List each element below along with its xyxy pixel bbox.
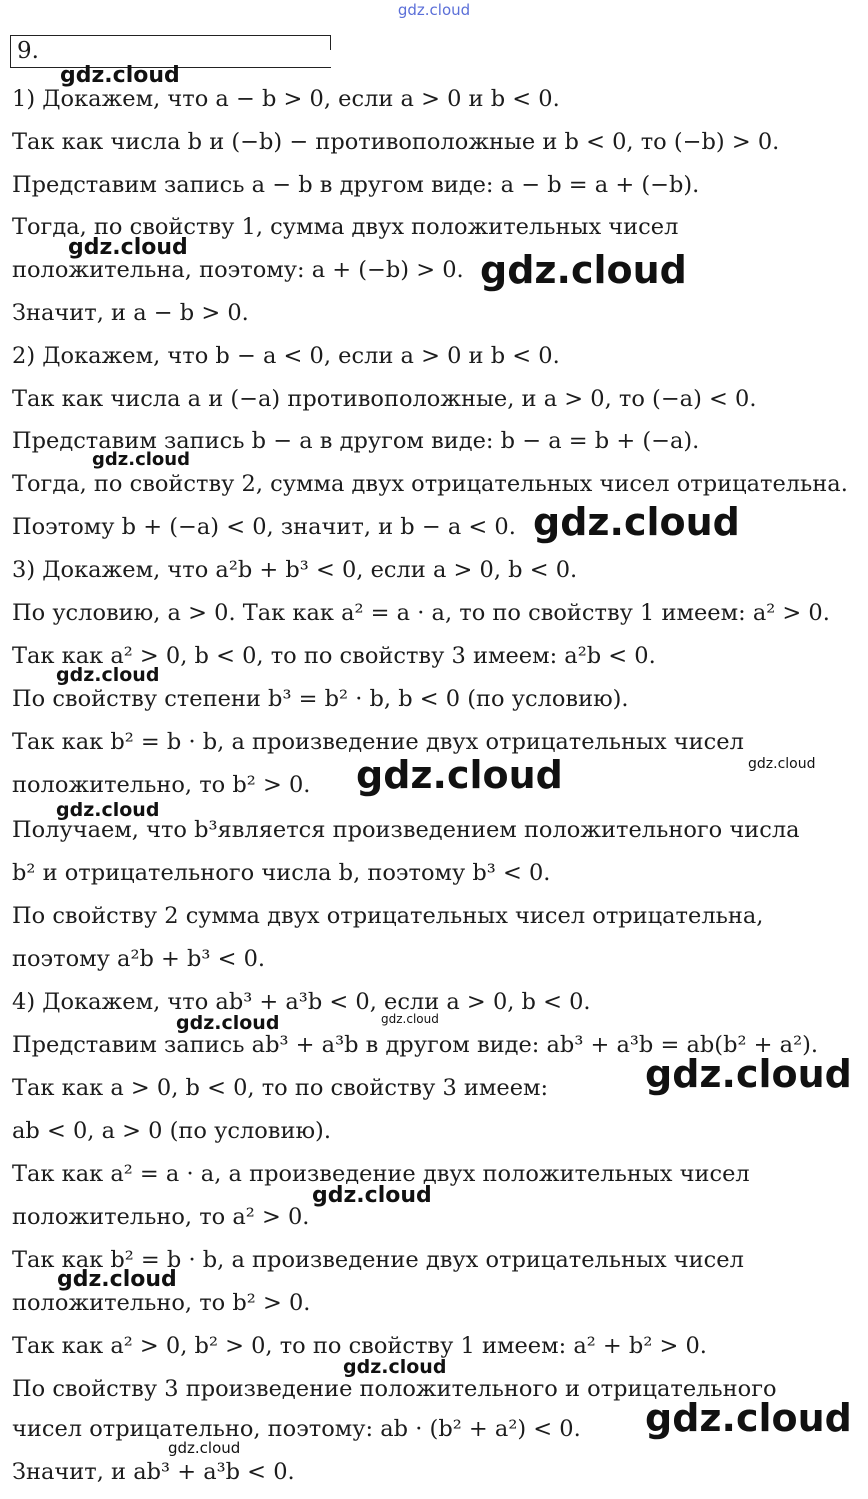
watermark: gdz.cloud <box>343 1356 447 1378</box>
text-line: 2) Докажем, что b − a < 0, если a > 0 и b < 0. <box>12 343 560 369</box>
text-line: По условию, a > 0. Так как a² = a · a, то по свойству 1 имеем: a² > 0. <box>12 600 830 626</box>
watermark: gdz.cloud <box>68 235 188 260</box>
text-line: поэтому a²b + b³ < 0. <box>12 946 266 972</box>
text-line: Так как a² > 0, b < 0, то по свойству 3 имеем: a²b < 0. <box>12 643 656 669</box>
text-line: 3) Докажем, что a²b + b³ < 0, если a > 0, b < 0. <box>12 557 578 583</box>
watermark: gdz.cloud <box>645 1396 852 1440</box>
text-line: Так как b² = b · b, а произведение двух отрицательных чисел <box>12 1247 744 1273</box>
text-line: 1) Докажем, что a − b > 0, если a > 0 и b < 0. <box>12 86 560 112</box>
text-line: Представим запись b − a в другом виде: b − a = b + (−a). <box>12 428 700 454</box>
watermark: gdz.cloud <box>60 63 180 88</box>
text-line: Значит, и a − b > 0. <box>12 300 249 326</box>
text-line: Так как числа a и (−a) противоположные, и a > 0, то (−a) < 0. <box>12 386 757 412</box>
watermark: gdz.cloud <box>176 1012 280 1034</box>
text-line: положительно, то a² > 0. <box>12 1204 310 1230</box>
text-line: Представим запись a − b в другом виде: a − b = a + (−b). <box>12 172 700 198</box>
text-line: Значит, и ab³ + a³b < 0. <box>12 1459 295 1485</box>
text-line: ab < 0, a > 0 (по условию). <box>12 1118 331 1144</box>
text-line: По свойству степени b³ = b² · b, b < 0 (по условию). <box>12 686 629 712</box>
text-line: положительно, то b² > 0. <box>12 1290 311 1316</box>
text-line: чисел отрицательно, поэтому: ab · (b² + a²) < 0. <box>12 1416 581 1442</box>
text-line: положительна, поэтому: a + (−b) > 0. <box>12 257 464 283</box>
text-line: 4) Докажем, что ab³ + a³b < 0, если a > 0, b < 0. <box>12 989 591 1015</box>
text-line: По свойству 3 произведение положительного и отрицательного <box>12 1376 777 1402</box>
text-line: положительно, то b² > 0. <box>12 772 311 798</box>
text-line: Так как a² > 0, b² > 0, то по свойству 1 имеем: a² + b² > 0. <box>12 1333 707 1359</box>
watermark: gdz.cloud <box>57 1267 177 1292</box>
text-line: Получаем, что b³является произведением положительного числа <box>12 817 800 843</box>
watermark: gdz.cloud <box>748 756 816 772</box>
text-line: Тогда, по свойству 2, сумма двух отрицательных чисел отрицательна. <box>12 471 848 497</box>
site-watermark-top: gdz.cloud <box>397 1 471 19</box>
watermark: gdz.cloud <box>312 1183 432 1208</box>
text-line: Так как a² = a · a, а произведение двух положительных чисел <box>12 1161 750 1187</box>
watermark: gdz.cloud <box>92 449 190 470</box>
text-line: Так как числа b и (−b) − противоположные и b < 0, то (−b) > 0. <box>12 129 780 155</box>
task-number: 9. <box>17 38 39 64</box>
text-line: Поэтому b + (−a) < 0, значит, и b − a < 0. <box>12 514 516 540</box>
watermark: gdz.cloud <box>168 1439 241 1457</box>
text-line: Так как a > 0, b < 0, то по свойству 3 имеем: <box>12 1075 549 1101</box>
text-line: b² и отрицательного числа b, поэтому b³ < 0. <box>12 860 551 886</box>
watermark: gdz.cloud <box>356 753 563 797</box>
text-line: Тогда, по свойству 1, сумма двух положительных чисел <box>12 214 679 240</box>
watermark: gdz.cloud <box>56 664 160 686</box>
watermark: gdz.cloud <box>480 248 687 292</box>
watermark: gdz.cloud <box>533 500 740 544</box>
watermark: gdz.cloud <box>381 1012 439 1026</box>
watermark: gdz.cloud <box>56 799 160 821</box>
text-line: Так как b² = b · b, а произведение двух отрицательных чисел <box>12 729 744 755</box>
text-line: По свойству 2 сумма двух отрицательных чисел отрицательна, <box>12 903 764 929</box>
text-line: Представим запись ab³ + a³b в другом виде: ab³ + a³b = ab(b² + a²). <box>12 1032 819 1058</box>
watermark: gdz.cloud <box>645 1052 852 1096</box>
